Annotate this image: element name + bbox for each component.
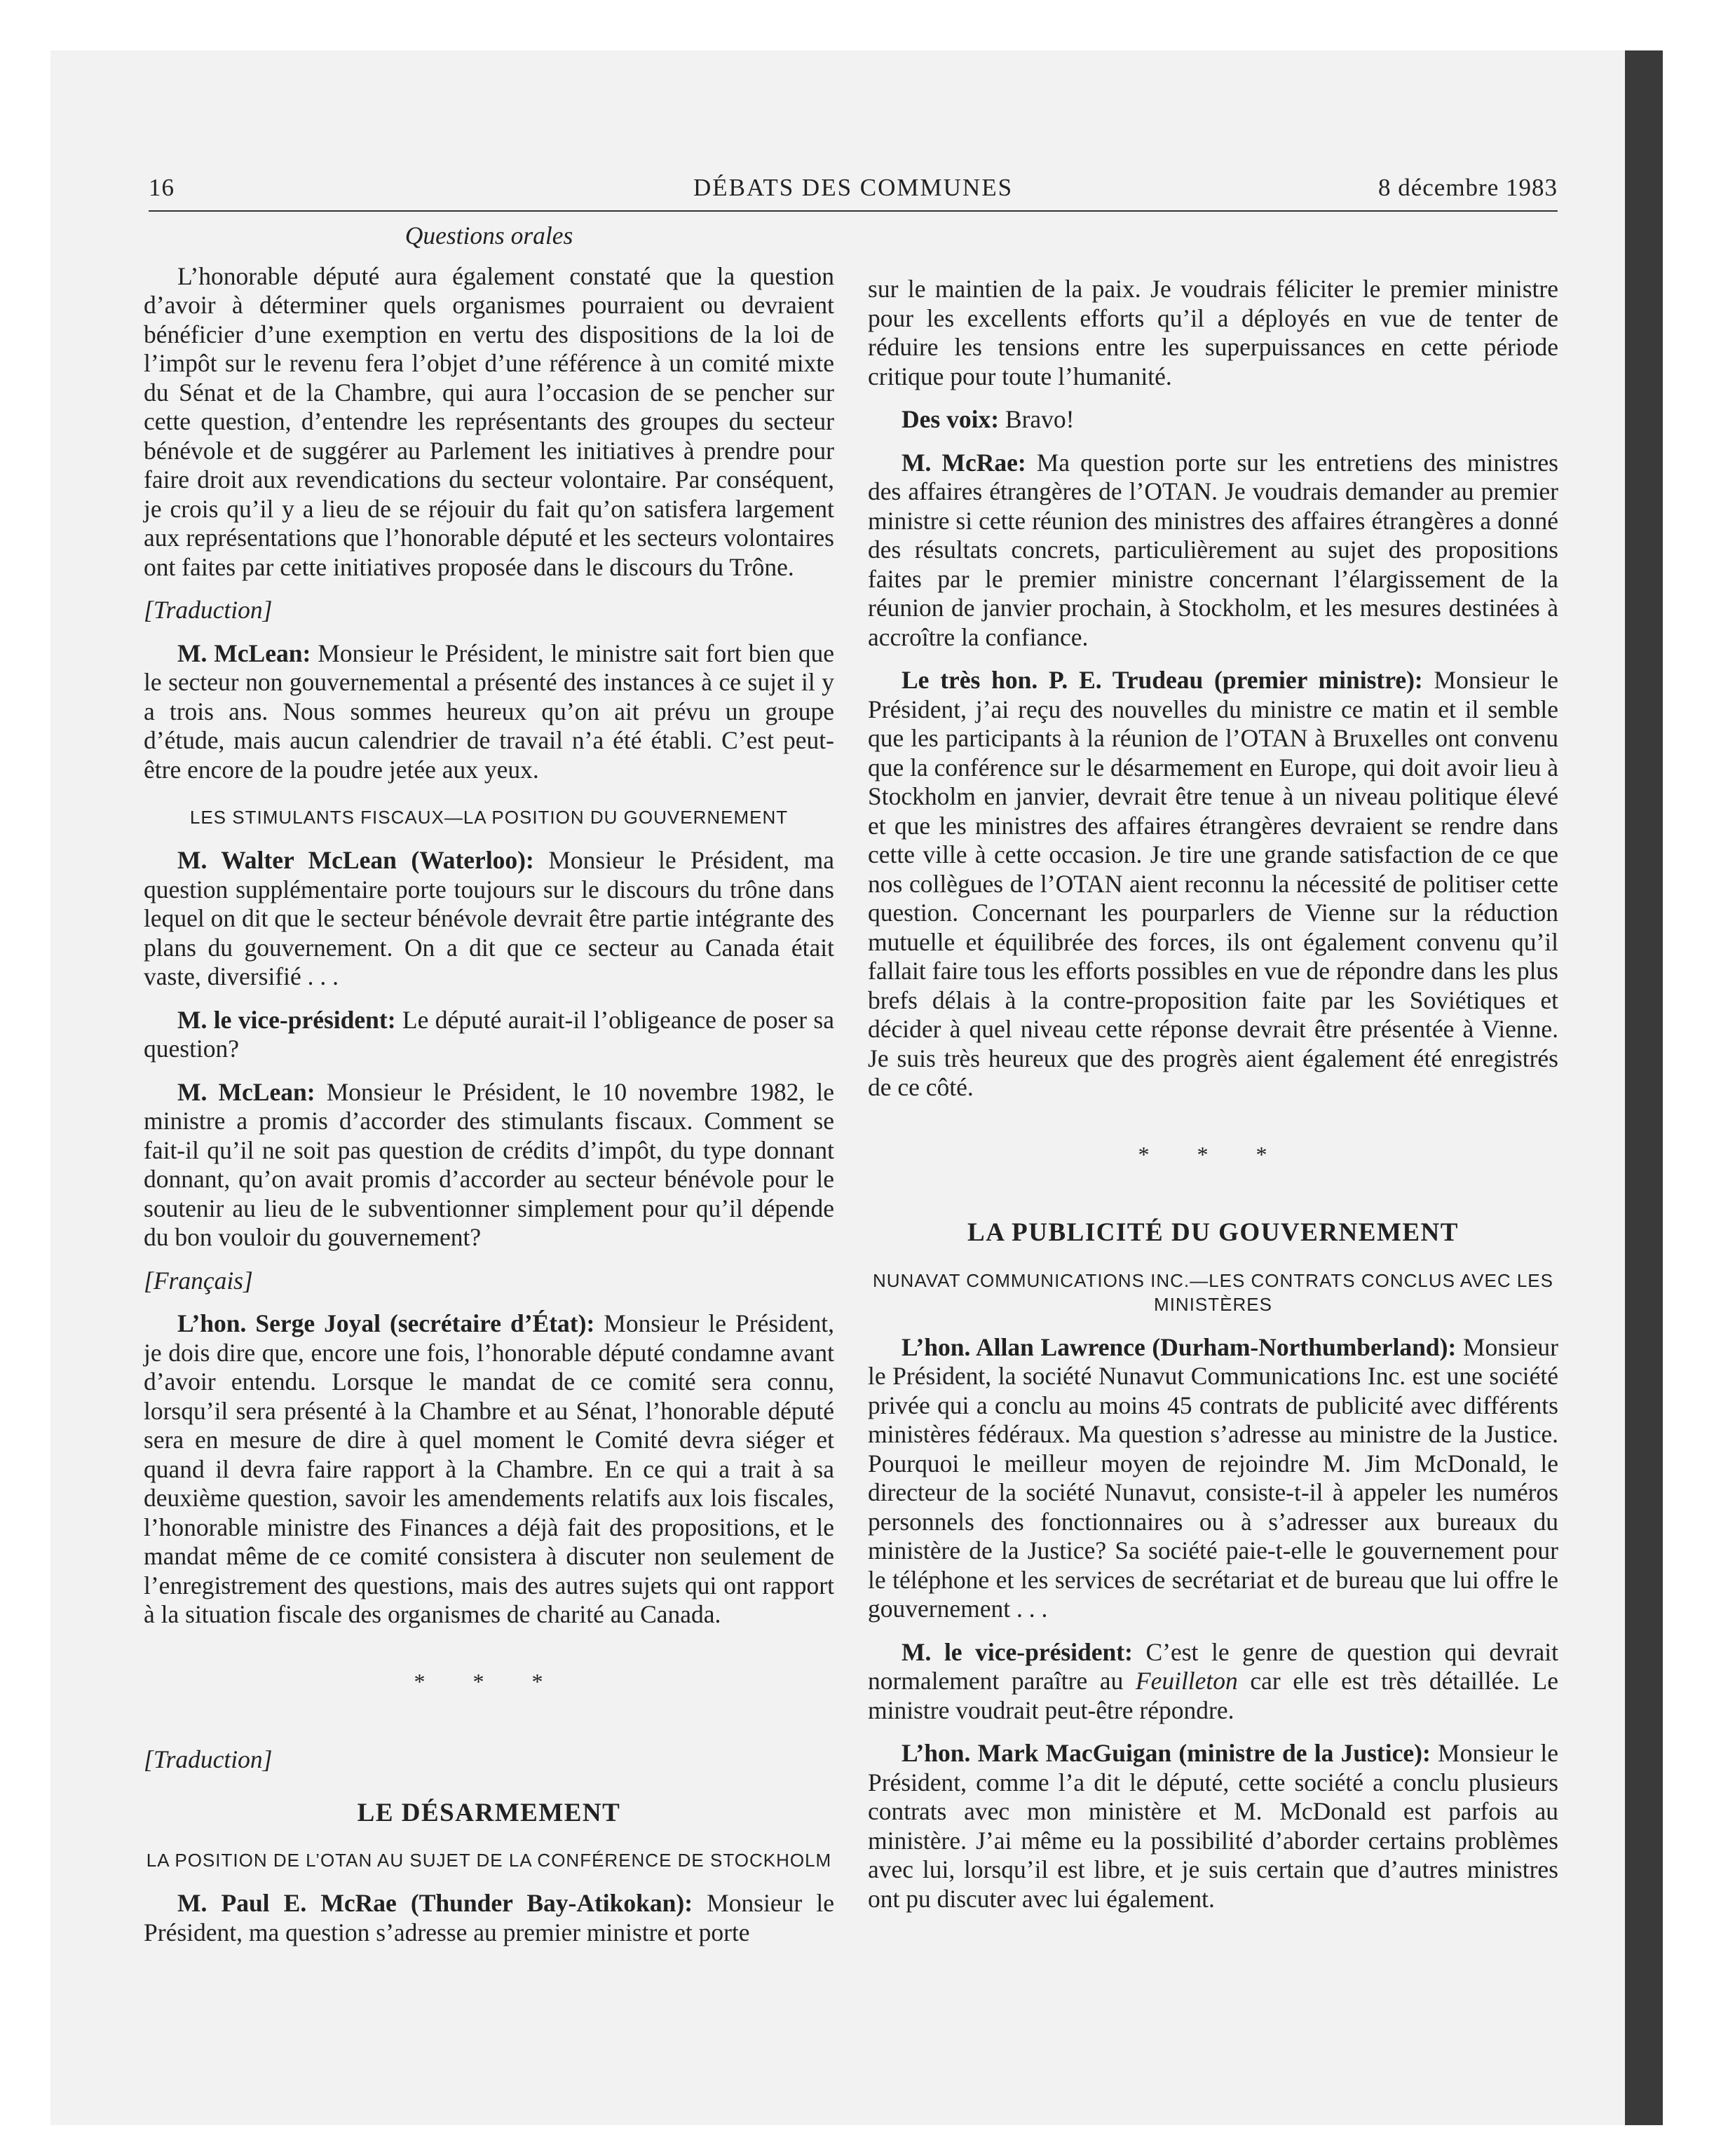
speech-text: Monsieur le Président, la société Nunavut Communications Inc. est une société privée qui a conclu au moins 45 contrats de publicité avec différents ministères fédéraux. Ma question s’adresse au ministre de la Justice. Pourquoi le meilleur moyen de rejoindre M. Jim McDonald, le directeur de la société Nunavut, consiste-t-il à appeler les numéros personnels des fonctionnaires ou à s’adresser aux bureaux du ministère de la Justice? Sa société paie-t-elle le gouvernement pour le téléphone et les services de secrétariat et de bureau que lui offre le gouvernement . . . xyxy=(868,1332,1558,1623)
speech xyxy=(144,1309,834,1630)
left-column xyxy=(144,221,834,1961)
language-rubric: [Traduction] xyxy=(144,1745,273,1773)
speaker-name: M. McLean: xyxy=(177,1077,315,1106)
speaker-name: L’hon. Mark MacGuigan (ministre de la Justice): xyxy=(901,1739,1431,1767)
speech xyxy=(868,1333,1558,1624)
speech-text: Monsieur le Président, j’ai reçu des nouvelles du ministre ce matin et il semble que les participants à la réunion de l’OTAN à Bruxelles ont convenu que la conférence sur le désarmement en Europe, qui doit avoir lieu à Stockholm en janvier, devrait être tenue à un niveau politique élevé et que les ministres des affaires étrangères devraient se rendre dans cette ville à cette occasion. Je tire une grande satisfaction de ce que nos collègues de l’OTAN aient reconnu la nécessité de politiser cette question. Concernant les pourparlers de Vienne sur la réduction mutuelle et équilibrée des forces, ils ont également convenu qu’il fallait faire tous les efforts possibles en vue de répondre dans les plus brefs délais à la contre-proposition faite par les Soviétiques et décider à quel niveau cette réponse devrait être présentée à Vienne. Je suis très heureux que des progrès aient également été enregistrés de ce côté. xyxy=(868,666,1558,1101)
section-separator: * * * xyxy=(1138,1141,1288,1167)
speech-text: Monsieur le Président, ma question supplémentaire porte toujours sur le discours du trône dans lequel on dit que le secteur bénévole devrait être partie intégrante des plans du gouvernement. On a dit que ce secteur au Canada était vaste, diversifié . . . xyxy=(144,846,834,990)
speech-text: C’est le genre de question qui devrait normalement paraître au xyxy=(868,1637,1558,1695)
speech-text: Monsieur le Président, comme l’a dit le député, cette société a conclu plusieurs contrats avec mon ministère et M. McDonald est parfois au ministère. J’ai même eu la possibilité d’aborder certains problèmes avec lui, lorsqu’il est libre, et je suis certain que d’autres ministres ont pu discuter avec lui également. xyxy=(868,1739,1558,1913)
section-heading: LA PUBLICITÉ DU GOUVERNEMENT xyxy=(967,1218,1459,1247)
speech-text: Monsieur le Président, ma question s’adresse au premier ministre et porte xyxy=(144,1889,834,1946)
publication-title: DÉBATS DES COMMUNES xyxy=(693,174,1014,201)
speech xyxy=(144,1078,834,1253)
speaker-name: M. McLean: xyxy=(177,639,311,667)
scan-edge xyxy=(1625,50,1663,2125)
speaker-name: M. le vice-président: xyxy=(901,1637,1133,1666)
speech xyxy=(144,1006,834,1064)
speech xyxy=(868,449,1558,653)
speech xyxy=(144,846,834,992)
section-heading: LE DÉSARMEMENT xyxy=(357,1798,621,1827)
paragraph: L’honorable député aura également constaté que la question d’avoir à déterminer quels organismes pourraient ou devraient bénéficier d’une exemption en vertu des dispositions de la loi de l’impôt sur le revenu fera l’objet d’une référence à un comité mixte du Sénat et de la Chambre, qui aura l’occasion de se pencher sur cette question, d’entendre les représentants des groupes du secteur bénévole et de suggérer au Parlement les initiatives à prendre pour faire droit aux revendications du secteur volontaire. Par conséquent, je crois qu’il y a lieu de se réjouir du fait qu’on satisfera largement aux représentations que l’honorable député et les secteurs volontaires ont faites par cette initiatives proposée dans le discours du Trône. xyxy=(144,261,834,581)
speech-text: Le député aurait-il l’obligeance de poser sa question? xyxy=(144,1005,834,1063)
speech-text: car elle est très détaillée. Le ministre voudrait peut-être répondre. xyxy=(868,1667,1558,1724)
page-number: 16 xyxy=(149,174,175,201)
subheading: NUNAVAT COMMUNICATIONS INC.—LES CONTRATS CONCLUS AVEC LES MINISTÈRES xyxy=(873,1269,1553,1315)
speech xyxy=(868,1739,1558,1913)
speech xyxy=(144,639,834,785)
language-rubric: [Français] xyxy=(144,1266,253,1295)
speaker-name: M. McRae: xyxy=(901,448,1026,477)
italic-term: Feuilleton xyxy=(1135,1667,1238,1695)
speech-text: Ma question porte sur les entretiens des ministres des affaires étrangères de l’OTAN. Je voudrais demander au premier ministre si cette réunion des ministres des affaires étrangères a donné des résultats concrets, particulièrement au sujet des propositions faites par le premier ministre concernant l’élargissement de la réunion de janvier prochain, à Stockholm, et les mesures destinées à accroître la confiance. xyxy=(868,448,1558,651)
speech xyxy=(868,405,1558,435)
speech xyxy=(144,1889,834,1947)
running-head xyxy=(149,174,1558,212)
language-rubric: [Traduction] xyxy=(144,596,273,624)
speaker-name: L’hon. Allan Lawrence (Durham-Northumberland): xyxy=(901,1332,1457,1361)
page-date: 8 décembre 1983 xyxy=(1377,174,1558,201)
speech xyxy=(868,666,1558,1103)
section-tag: Questions orales xyxy=(404,221,573,250)
speech-text: Monsieur le Président, je dois dire que, encore une fois, l’honorable député condamne avant d’avoir entendu. Lorsque le mandat de ce comité sera connu, lorsqu’il sera présenté à la Chambre et au Sénat, l’honorable député sera en mesure de dire à quel moment le Comité devra siéger et quand il devra faire rapport à la Chambre. En ce qui a trait à sa deuxième question, savoir les amendements relatifs aux lois fiscales, l’honorable ministre des Finances a déjà fait des propositions, et le mandat même de ce comité consistera à discuter non seulement de l’enregistrement des questions, mais des autres sujets qui ont rapport à la situation fiscale des organismes de charité au Canada. xyxy=(144,1309,835,1628)
right-column xyxy=(868,275,1558,1928)
paragraph-continued: sur le maintien de la paix. Je voudrais féliciter le premier ministre pour les excellents efforts qu’il a déployés en vue de tenter de réduire les tensions entre les superpuissances en cette période critique pour toute l’humanité. xyxy=(868,275,1558,390)
speech-text: Monsieur le Président, le ministre sait fort bien que le secteur non gouvernemental a présenté des instances à ce sujet il y a trois ans. Nous sommes heureux qu’on ait prévu un groupe d’étude, mais aucun calendrier de travail n’a été établi. C’est peut-être encore de la poudre jetée aux yeux. xyxy=(144,639,834,784)
speaker-name: M. le vice-président: xyxy=(177,1005,396,1034)
speaker-name: Le très hon. P. E. Trudeau (premier ministre): xyxy=(901,666,1423,694)
section-separator: * * * xyxy=(414,1668,564,1694)
speech-text: Bravo! xyxy=(999,405,1075,433)
speaker-name: L’hon. Serge Joyal (secrétaire d’État): xyxy=(177,1309,595,1337)
subheading: LA POSITION DE L’OTAN AU SUJET DE LA CONFÉRENCE DE STOCKHOLM xyxy=(146,1850,832,1871)
speech-text: Monsieur le Président, le 10 novembre 1982, le ministre a promis d’accorder des stimulants fiscaux. Comment se fait-il qu’il ne soit pas question de crédits d’impôt, du type donnant donnant, qu’on avait promis d’accorder au secteur bénévole pour le soutenir au lieu de le subventionner simplement pour qu’il dépende du bon vouloir du gouvernement? xyxy=(144,1077,834,1251)
speaker-name: Des voix: xyxy=(901,405,1000,433)
speech xyxy=(868,1638,1558,1726)
subheading: LES STIMULANTS FISCAUX—LA POSITION DU GOUVERNEMENT xyxy=(189,807,789,828)
speaker-name: M. Walter McLean (Waterloo): xyxy=(177,846,534,874)
speaker-name: M. Paul E. McRae (Thunder Bay-Atikokan): xyxy=(177,1889,693,1917)
